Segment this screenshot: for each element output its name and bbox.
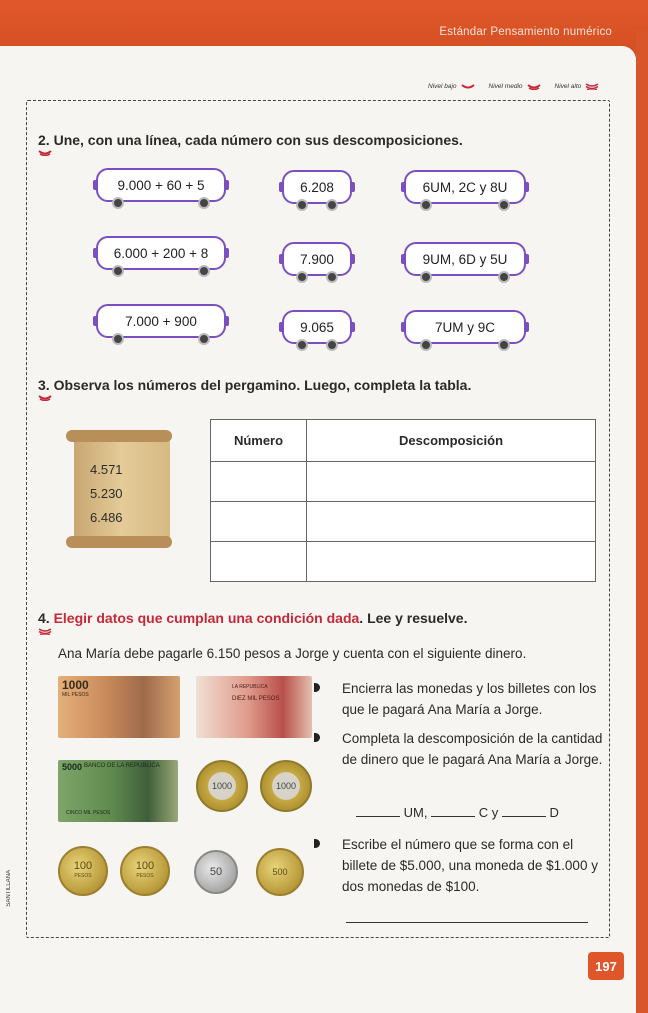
wagon-left-2[interactable] xyxy=(96,236,226,270)
level-low xyxy=(428,82,475,90)
wheel-icon xyxy=(198,333,210,345)
col-header-number: Número xyxy=(211,420,307,462)
bill-1000[interactable] xyxy=(58,676,180,738)
decomposition-cell[interactable] xyxy=(307,542,596,582)
q2-number: 2. xyxy=(38,132,50,148)
level-low-icon xyxy=(461,82,475,90)
parchment-numbers xyxy=(90,458,123,530)
wagon-middle-3-label: 9.065 xyxy=(300,319,334,335)
wheel-icon xyxy=(198,197,210,209)
wheel-icon xyxy=(296,271,308,283)
number-cell[interactable] xyxy=(211,502,307,542)
q3-number: 3. xyxy=(38,377,50,393)
bill-1000-word: MIL PESOS xyxy=(62,692,89,698)
bill-5000-bank: BANCO DE LA REPUBLICA xyxy=(84,763,160,769)
parchment-number-1: 4.571 xyxy=(90,462,123,477)
wagon-middle-1[interactable] xyxy=(282,170,352,204)
fill-d-label: D xyxy=(549,805,559,820)
level-high-icon xyxy=(585,82,599,90)
wagon-middle-2-label: 7.900 xyxy=(300,251,334,267)
wheel-icon xyxy=(112,333,124,345)
bill-10000[interactable] xyxy=(196,676,312,738)
decomposition-cell[interactable] xyxy=(307,462,596,502)
q3-text: Observa los números del pergamino. Luego, completa la tabla. xyxy=(53,377,472,393)
wagon-left-1[interactable] xyxy=(96,168,226,202)
bill-5000-word: CINCO MIL PESOS xyxy=(66,810,111,816)
coin-500-value: 500 xyxy=(272,867,288,877)
page-number: 197 xyxy=(588,952,624,980)
wagon-left-1-label: 9.000 + 60 + 5 xyxy=(117,177,205,193)
q4-title-rest: . Lee y resuelve. xyxy=(359,610,468,626)
level-mid xyxy=(489,82,541,90)
wheel-icon xyxy=(112,265,124,277)
coin-1000-value: 1000 xyxy=(211,781,233,791)
q4-bullet-2 xyxy=(326,728,606,770)
parchment-roll-bottom xyxy=(66,536,172,548)
number-cell[interactable] xyxy=(211,542,307,582)
parchment-number-2: 5.230 xyxy=(90,486,123,501)
bill-5000-value: 5000 xyxy=(62,762,83,772)
q3-heading xyxy=(38,377,471,393)
coin-100[interactable] xyxy=(120,846,170,896)
wheel-icon xyxy=(198,265,210,277)
decomposition-cell[interactable] xyxy=(307,502,596,542)
q4-bullet-3 xyxy=(326,834,606,897)
wagon-right-1-label: 6UM, 2C y 8U xyxy=(422,179,508,195)
q4-heading xyxy=(38,610,467,626)
level-mid-label: Nivel medio xyxy=(488,82,523,90)
q3-level-icon xyxy=(38,393,52,401)
wheel-icon xyxy=(498,339,510,351)
wheel-icon xyxy=(420,199,432,211)
col-header-decomposition: Descomposición xyxy=(307,420,596,462)
wagon-right-3[interactable] xyxy=(404,310,526,344)
q4-title-highlight: Elegir datos que cumplan una condición dada xyxy=(53,610,360,626)
table-header-row xyxy=(211,420,596,462)
q4-bullet-3-text: Escribe el número que se forma con el billete de $5.000, una moneda de $1.000 y dos monedas de $100. xyxy=(342,837,598,894)
q4-bullet-2-text: Completa la descomposición de la cantidad de dinero que le pagará Ana María a Jorge. xyxy=(342,731,603,767)
wheel-icon xyxy=(112,197,124,209)
table-row xyxy=(211,462,596,502)
wheel-icon xyxy=(498,271,510,283)
coin-1000[interactable] xyxy=(196,760,248,812)
coin-100-value: 100 xyxy=(73,860,93,872)
parchment-roll-top xyxy=(66,430,172,442)
number-cell[interactable] xyxy=(211,462,307,502)
q2-level-icon xyxy=(38,148,52,156)
q4-bullet-1 xyxy=(326,678,606,720)
level-legend xyxy=(428,82,599,90)
wagon-right-2-label: 9UM, 6D y 5U xyxy=(422,251,508,267)
bill-10000-word: DIEZ MIL PESOS xyxy=(232,696,280,702)
coin-50-value: 50 xyxy=(209,866,223,878)
level-low-label: Nivel bajo xyxy=(428,82,457,90)
q4-bullet-1-text: Encierra las monedas y los billetes con los que le pagará Ana María a Jorge. xyxy=(342,681,597,717)
wagon-right-3-label: 7UM y 9C xyxy=(434,319,495,335)
wheel-icon xyxy=(420,271,432,283)
coin-100[interactable] xyxy=(58,846,108,896)
publisher-credit: SANTILLANA xyxy=(6,870,12,907)
level-high-label: Nivel alto xyxy=(554,82,582,90)
coin-1000-value: 1000 xyxy=(275,781,297,791)
bill-10000-bank: LA REPUBLICA xyxy=(232,684,268,690)
level-high xyxy=(555,82,600,90)
wheel-icon xyxy=(296,199,308,211)
wagon-middle-2[interactable] xyxy=(282,242,352,276)
wheel-icon xyxy=(326,339,338,351)
fill-c-label: C y xyxy=(478,805,499,820)
wheel-icon xyxy=(326,271,338,283)
q4-level-icon xyxy=(38,627,52,635)
table-row xyxy=(211,542,596,582)
coin-50[interactable] xyxy=(194,850,238,894)
fill-d-blank[interactable] xyxy=(502,805,546,817)
wagon-left-3[interactable] xyxy=(96,304,226,338)
wagon-left-2-label: 6.000 + 200 + 8 xyxy=(113,245,209,261)
bill-1000-value: 1000 xyxy=(62,678,89,692)
q4-fill-row xyxy=(356,802,596,823)
wagon-left-3-label: 7.000 + 900 xyxy=(125,313,197,329)
q2-text: Une, con una línea, cada número con sus descomposiciones. xyxy=(53,132,463,148)
fill-um-blank[interactable] xyxy=(356,805,400,817)
standard-label: Estándar Pensamiento numérico xyxy=(439,26,612,38)
wheel-icon xyxy=(326,199,338,211)
wagon-middle-1-label: 6.208 xyxy=(300,179,334,195)
wagon-right-2[interactable] xyxy=(404,242,526,276)
right-margin-band xyxy=(636,30,648,1013)
table-row xyxy=(211,502,596,542)
coin-100-value: 100 xyxy=(135,860,155,872)
coin-500[interactable] xyxy=(256,848,304,896)
parchment-number-3: 6.486 xyxy=(90,510,123,525)
parchment-scroll xyxy=(66,430,172,550)
coin-1000[interactable] xyxy=(260,760,312,812)
level-mid-icon xyxy=(527,82,541,90)
fill-um-label: UM, xyxy=(403,805,428,820)
decomposition-table xyxy=(210,419,596,582)
q4-number: 4. xyxy=(38,610,50,626)
wagon-right-1[interactable] xyxy=(404,170,526,204)
q4-story: Ana María debe pagarle 6.150 pesos a Jorge y cuenta con el siguiente dinero. xyxy=(58,646,527,661)
coin-100-word: PESOS xyxy=(136,873,154,879)
coin-100-word: PESOS xyxy=(74,873,92,879)
wagon-middle-3[interactable] xyxy=(282,310,352,344)
q4-answer-line[interactable] xyxy=(346,922,588,923)
wheel-icon xyxy=(420,339,432,351)
wheel-icon xyxy=(498,199,510,211)
fill-c-blank[interactable] xyxy=(431,805,475,817)
wheel-icon xyxy=(296,339,308,351)
bill-5000[interactable] xyxy=(58,760,178,822)
q2-heading xyxy=(38,132,463,148)
